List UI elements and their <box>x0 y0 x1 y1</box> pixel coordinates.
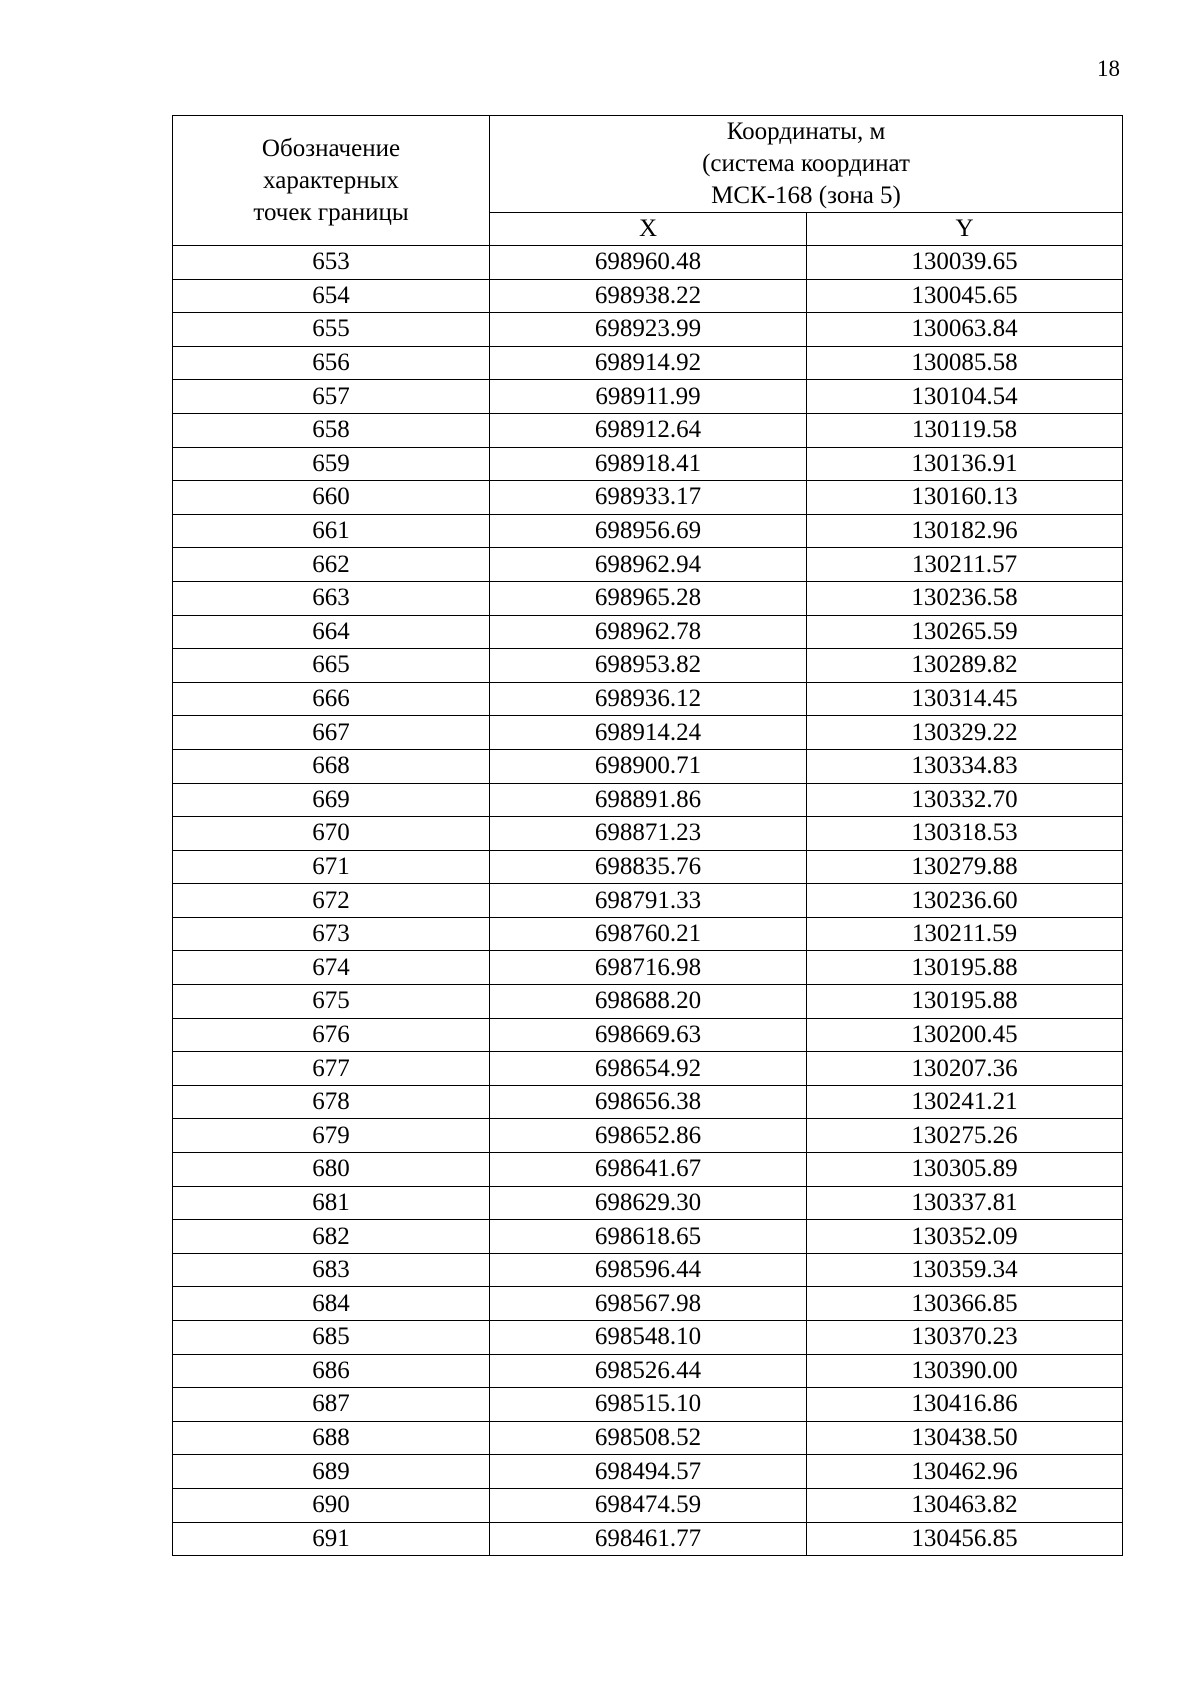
coordinates-header-line: (система координат <box>702 150 910 177</box>
y-coordinate-cell: 130136.91 <box>807 447 1123 481</box>
x-column-header: X <box>490 213 807 246</box>
x-coordinate-cell: 698515.10 <box>490 1388 807 1422</box>
table-row <box>173 1220 1123 1254</box>
table-row <box>173 481 1123 515</box>
point-cell: 667 <box>173 716 490 750</box>
point-cell: 691 <box>173 1522 490 1556</box>
table-row <box>173 1085 1123 1119</box>
x-coordinate-cell: 698914.92 <box>490 346 807 380</box>
x-coordinate-cell: 698911.99 <box>490 380 807 414</box>
x-coordinate-cell: 698962.94 <box>490 548 807 582</box>
designation-header-line: Обозначение <box>261 134 401 162</box>
point-cell: 685 <box>173 1321 490 1355</box>
table-row <box>173 313 1123 347</box>
designation-header <box>173 116 490 246</box>
point-cell: 676 <box>173 1018 490 1052</box>
y-coordinate-cell: 130182.96 <box>807 514 1123 548</box>
point-cell: 665 <box>173 649 490 683</box>
table-row <box>173 615 1123 649</box>
y-coordinate-cell: 130352.09 <box>807 1220 1123 1254</box>
y-coordinate-cell: 130045.65 <box>807 279 1123 313</box>
x-coordinate-cell: 698641.67 <box>490 1153 807 1187</box>
x-coordinate-cell: 698912.64 <box>490 413 807 447</box>
coordinates-table <box>172 115 1123 1556</box>
y-coordinate-cell: 130334.83 <box>807 749 1123 783</box>
point-cell: 673 <box>173 917 490 951</box>
table-row <box>173 1018 1123 1052</box>
y-coordinate-cell: 130456.85 <box>807 1522 1123 1556</box>
table-row <box>173 783 1123 817</box>
table-row <box>173 1321 1123 1355</box>
table-row <box>173 413 1123 447</box>
point-cell: 681 <box>173 1186 490 1220</box>
y-coordinate-cell: 130416.86 <box>807 1388 1123 1422</box>
y-coordinate-cell: 130337.81 <box>807 1186 1123 1220</box>
y-coordinate-cell: 130279.88 <box>807 850 1123 884</box>
y-coordinate-cell: 130236.60 <box>807 884 1123 918</box>
point-cell: 688 <box>173 1421 490 1455</box>
table-row <box>173 1153 1123 1187</box>
table-row <box>173 1522 1123 1556</box>
table-row <box>173 917 1123 951</box>
point-cell: 662 <box>173 548 490 582</box>
y-coordinate-cell: 130359.34 <box>807 1253 1123 1287</box>
x-coordinate-cell: 698835.76 <box>490 850 807 884</box>
point-cell: 677 <box>173 1052 490 1086</box>
y-coordinate-cell: 130390.00 <box>807 1354 1123 1388</box>
point-cell: 670 <box>173 817 490 851</box>
table-row <box>173 649 1123 683</box>
y-coordinate-cell: 130207.36 <box>807 1052 1123 1086</box>
point-cell: 657 <box>173 380 490 414</box>
x-coordinate-cell: 698526.44 <box>490 1354 807 1388</box>
point-cell: 655 <box>173 313 490 347</box>
point-cell: 658 <box>173 413 490 447</box>
x-coordinate-cell: 698936.12 <box>490 682 807 716</box>
point-cell: 660 <box>173 481 490 515</box>
point-cell: 686 <box>173 1354 490 1388</box>
y-coordinate-cell: 130104.54 <box>807 380 1123 414</box>
y-coordinate-cell: 130039.65 <box>807 246 1123 280</box>
x-coordinate-cell: 698716.98 <box>490 951 807 985</box>
designation-header-line: точек границы <box>253 198 409 226</box>
y-coordinate-cell: 130211.59 <box>807 917 1123 951</box>
x-coordinate-cell: 698629.30 <box>490 1186 807 1220</box>
point-cell: 689 <box>173 1455 490 1489</box>
point-cell: 661 <box>173 514 490 548</box>
x-coordinate-cell: 698652.86 <box>490 1119 807 1153</box>
coordinates-header <box>490 116 1123 213</box>
x-coordinate-cell: 698871.23 <box>490 817 807 851</box>
table-row <box>173 1119 1123 1153</box>
y-coordinate-cell: 130200.45 <box>807 1018 1123 1052</box>
point-cell: 684 <box>173 1287 490 1321</box>
table-row <box>173 1354 1123 1388</box>
point-cell: 679 <box>173 1119 490 1153</box>
point-cell: 663 <box>173 581 490 615</box>
x-coordinate-cell: 698474.59 <box>490 1488 807 1522</box>
table-row <box>173 817 1123 851</box>
y-coordinate-cell: 130195.88 <box>807 951 1123 985</box>
x-coordinate-cell: 698461.77 <box>490 1522 807 1556</box>
point-cell: 659 <box>173 447 490 481</box>
y-coordinate-cell: 130241.21 <box>807 1085 1123 1119</box>
y-coordinate-cell: 130438.50 <box>807 1421 1123 1455</box>
table-row <box>173 1186 1123 1220</box>
table-header <box>173 116 1123 246</box>
table-row <box>173 1488 1123 1522</box>
point-cell: 675 <box>173 985 490 1019</box>
x-coordinate-cell: 698914.24 <box>490 716 807 750</box>
table-row <box>173 447 1123 481</box>
table-row <box>173 514 1123 548</box>
table-row <box>173 548 1123 582</box>
y-coordinate-cell: 130318.53 <box>807 817 1123 851</box>
point-cell: 669 <box>173 783 490 817</box>
x-coordinate-cell: 698596.44 <box>490 1253 807 1287</box>
point-cell: 653 <box>173 246 490 280</box>
x-coordinate-cell: 698688.20 <box>490 985 807 1019</box>
x-coordinate-cell: 698618.65 <box>490 1220 807 1254</box>
x-coordinate-cell: 698891.86 <box>490 783 807 817</box>
y-coordinate-cell: 130063.84 <box>807 313 1123 347</box>
x-coordinate-cell: 698956.69 <box>490 514 807 548</box>
x-coordinate-cell: 698791.33 <box>490 884 807 918</box>
table-row <box>173 1287 1123 1321</box>
table-row <box>173 716 1123 750</box>
table-row <box>173 985 1123 1019</box>
x-coordinate-cell: 698918.41 <box>490 447 807 481</box>
y-coordinate-cell: 130305.89 <box>807 1153 1123 1187</box>
table-row <box>173 1253 1123 1287</box>
x-coordinate-cell: 698508.52 <box>490 1421 807 1455</box>
point-cell: 678 <box>173 1085 490 1119</box>
x-coordinate-cell: 698900.71 <box>490 749 807 783</box>
x-coordinate-cell: 698960.48 <box>490 246 807 280</box>
point-cell: 656 <box>173 346 490 380</box>
table-row <box>173 346 1123 380</box>
table-row <box>173 246 1123 280</box>
point-cell: 680 <box>173 1153 490 1187</box>
x-coordinate-cell: 698923.99 <box>490 313 807 347</box>
x-coordinate-cell: 698953.82 <box>490 649 807 683</box>
y-coordinate-cell: 130366.85 <box>807 1287 1123 1321</box>
y-coordinate-cell: 130463.82 <box>807 1488 1123 1522</box>
point-cell: 664 <box>173 615 490 649</box>
x-coordinate-cell: 698567.98 <box>490 1287 807 1321</box>
y-coordinate-cell: 130236.58 <box>807 581 1123 615</box>
point-cell: 671 <box>173 850 490 884</box>
point-cell: 683 <box>173 1253 490 1287</box>
table-row <box>173 1421 1123 1455</box>
point-cell: 666 <box>173 682 490 716</box>
point-cell: 682 <box>173 1220 490 1254</box>
table-row <box>173 279 1123 313</box>
x-coordinate-cell: 698656.38 <box>490 1085 807 1119</box>
x-coordinate-cell: 698933.17 <box>490 481 807 515</box>
table-row <box>173 951 1123 985</box>
y-coordinate-cell: 130085.58 <box>807 346 1123 380</box>
table-row <box>173 581 1123 615</box>
coordinates-header-line: МСК-168 (зона 5) <box>711 182 901 209</box>
x-coordinate-cell: 698654.92 <box>490 1052 807 1086</box>
table-row <box>173 749 1123 783</box>
y-coordinate-cell: 130289.82 <box>807 649 1123 683</box>
table-body <box>173 246 1123 1556</box>
page-number: 18 <box>1097 56 1120 81</box>
x-coordinate-cell: 698965.28 <box>490 581 807 615</box>
y-coordinate-cell: 130211.57 <box>807 548 1123 582</box>
table-row <box>173 682 1123 716</box>
y-coordinate-cell: 130275.26 <box>807 1119 1123 1153</box>
designation-header-line: характерных <box>263 166 399 194</box>
x-coordinate-cell: 698962.78 <box>490 615 807 649</box>
y-coordinate-cell: 130195.88 <box>807 985 1123 1019</box>
point-cell: 674 <box>173 951 490 985</box>
table-row <box>173 884 1123 918</box>
y-coordinate-cell: 130314.45 <box>807 682 1123 716</box>
x-coordinate-cell: 698760.21 <box>490 917 807 951</box>
y-coordinate-cell: 130265.59 <box>807 615 1123 649</box>
x-coordinate-cell: 698669.63 <box>490 1018 807 1052</box>
point-cell: 687 <box>173 1388 490 1422</box>
y-coordinate-cell: 130370.23 <box>807 1321 1123 1355</box>
point-cell: 668 <box>173 749 490 783</box>
table-row <box>173 1052 1123 1086</box>
point-cell: 654 <box>173 279 490 313</box>
point-cell: 690 <box>173 1488 490 1522</box>
x-coordinate-cell: 698548.10 <box>490 1321 807 1355</box>
x-coordinate-cell: 698938.22 <box>490 279 807 313</box>
point-cell: 672 <box>173 884 490 918</box>
y-coordinate-cell: 130329.22 <box>807 716 1123 750</box>
table-row <box>173 380 1123 414</box>
table-row <box>173 850 1123 884</box>
table-row <box>173 1388 1123 1422</box>
x-coordinate-cell: 698494.57 <box>490 1455 807 1489</box>
y-coordinate-cell: 130332.70 <box>807 783 1123 817</box>
y-coordinate-cell: 130119.58 <box>807 413 1123 447</box>
y-coordinate-cell: 130160.13 <box>807 481 1123 515</box>
y-column-header: Y <box>807 213 1123 246</box>
table-row <box>173 1455 1123 1489</box>
coordinates-header-line: Координаты, м <box>726 118 886 145</box>
y-coordinate-cell: 130462.96 <box>807 1455 1123 1489</box>
